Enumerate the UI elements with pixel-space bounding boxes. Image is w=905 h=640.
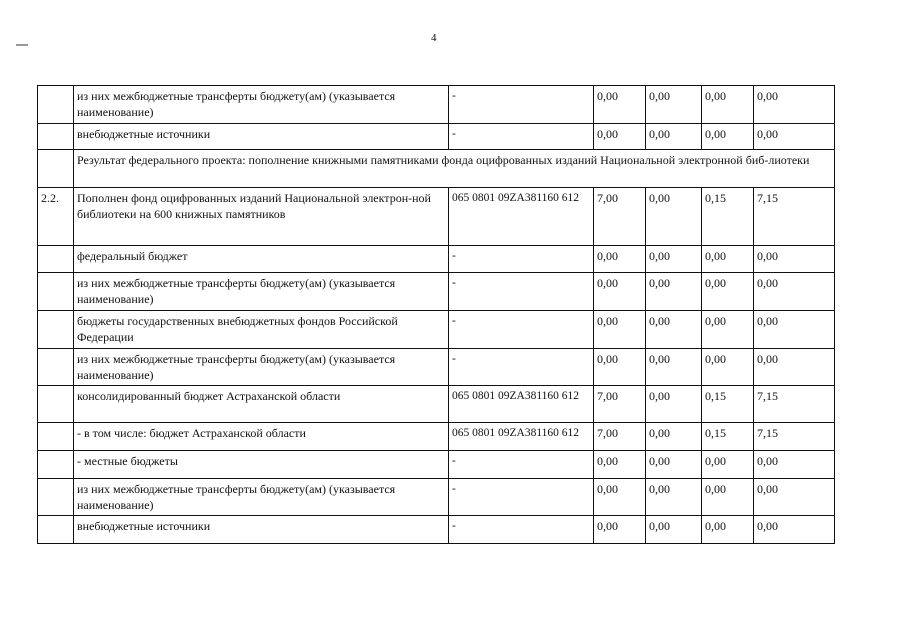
- row-value-2: 0,00: [646, 86, 702, 124]
- row-code: 065 0801 09ZA381160 612: [449, 423, 594, 451]
- row-number: [38, 423, 74, 451]
- row-value-4: 0,00: [754, 516, 835, 544]
- row-value-3: 0,00: [702, 479, 754, 516]
- row-value-1: 0,00: [594, 86, 646, 124]
- row-value-4: 7,15: [754, 188, 835, 246]
- row-code: -: [449, 479, 594, 516]
- row-value-4: 0,00: [754, 124, 835, 150]
- row-value-2: 0,00: [646, 479, 702, 516]
- table-row: [38, 451, 835, 479]
- row-value-4: 0,00: [754, 311, 835, 349]
- table-row: [38, 246, 835, 273]
- row-number: [38, 479, 74, 516]
- row-name: внебюджетные источники: [74, 124, 449, 150]
- row-value-3: 0,00: [702, 311, 754, 349]
- row-code: -: [449, 451, 594, 479]
- row-value-4: 0,00: [754, 349, 835, 386]
- row-value-1: 0,00: [594, 311, 646, 349]
- row-code: -: [449, 273, 594, 311]
- budget-table: [37, 85, 835, 544]
- row-name: бюджеты государственных внебюджетных фондов Российской Федерации: [74, 311, 449, 349]
- row-value-3: 0,00: [702, 124, 754, 150]
- row-value-4: 7,15: [754, 386, 835, 423]
- row-number: [38, 386, 74, 423]
- row-code: -: [449, 246, 594, 273]
- row-value-4: 7,15: [754, 423, 835, 451]
- row-number: [38, 246, 74, 273]
- row-number: [38, 273, 74, 311]
- row-value-2: 0,00: [646, 349, 702, 386]
- row-value-1: 0,00: [594, 246, 646, 273]
- table-row: [38, 311, 835, 349]
- row-name: Пополнен фонд оцифрованных изданий Национальной электрон-ной библиотеки на 600 книжных памятников: [74, 188, 449, 246]
- row-value-1: 7,00: [594, 188, 646, 246]
- row-code: -: [449, 86, 594, 124]
- row-value-4: 0,00: [754, 246, 835, 273]
- page-number: 4: [431, 32, 437, 44]
- row-value-1: 0,00: [594, 124, 646, 150]
- row-value-1: 0,00: [594, 273, 646, 311]
- row-name: - в том числе: бюджет Астраханской области: [74, 423, 449, 451]
- row-code: -: [449, 349, 594, 386]
- row-value-4: 0,00: [754, 86, 835, 124]
- row-value-2: 0,00: [646, 423, 702, 451]
- row-number: [38, 86, 74, 124]
- row-value-3: 0,00: [702, 451, 754, 479]
- row-name: внебюджетные источники: [74, 516, 449, 544]
- row-value-2: 0,00: [646, 246, 702, 273]
- row-number: [38, 311, 74, 349]
- row-value-1: 0,00: [594, 349, 646, 386]
- table-row: [38, 516, 835, 544]
- row-value-1: 0,00: [594, 451, 646, 479]
- row-code: 065 0801 09ZA381160 612: [449, 188, 594, 246]
- row-value-2: 0,00: [646, 188, 702, 246]
- row-name: из них межбюджетные трансферты бюджету(ам) (указывается наименование): [74, 349, 449, 386]
- table-row: [38, 188, 835, 246]
- row-value-3: 0,15: [702, 386, 754, 423]
- table-row: [38, 349, 835, 386]
- row-value-2: 0,00: [646, 451, 702, 479]
- row-code: -: [449, 311, 594, 349]
- table-row: [38, 273, 835, 311]
- row-name: консолидированный бюджет Астраханской области: [74, 386, 449, 423]
- row-value-3: 0,00: [702, 349, 754, 386]
- row-value-2: 0,00: [646, 273, 702, 311]
- row-name: из них межбюджетные трансферты бюджету(ам) (указывается наименование): [74, 273, 449, 311]
- row-value-4: 0,00: [754, 451, 835, 479]
- row-code: -: [449, 124, 594, 150]
- row-value-4: 0,00: [754, 479, 835, 516]
- margin-mark: [16, 44, 28, 46]
- row-value-3: 0,00: [702, 273, 754, 311]
- table-row: [38, 479, 835, 516]
- row-value-1: 0,00: [594, 479, 646, 516]
- table-row: [38, 386, 835, 423]
- row-name: - местные бюджеты: [74, 451, 449, 479]
- table-row: [38, 124, 835, 150]
- row-value-3: 0,00: [702, 516, 754, 544]
- table-row: [38, 150, 835, 188]
- row-number: [38, 349, 74, 386]
- row-value-1: 7,00: [594, 386, 646, 423]
- row-value-3: 0,00: [702, 246, 754, 273]
- row-name: из них межбюджетные трансферты бюджету(ам) (указывается наименование): [74, 479, 449, 516]
- row-number: [38, 451, 74, 479]
- row-code: -: [449, 516, 594, 544]
- row-value-2: 0,00: [646, 516, 702, 544]
- row-value-3: 0,15: [702, 188, 754, 246]
- row-value-4: 0,00: [754, 273, 835, 311]
- row-value-1: 0,00: [594, 516, 646, 544]
- row-value-2: 0,00: [646, 311, 702, 349]
- row-name: из них межбюджетные трансферты бюджету(ам) (указывается наименование): [74, 86, 449, 124]
- federal-project-result: Результат федерального проекта: пополнение книжными памятниками фонда оцифрованных изданий Национальной электронной биб-лиотеки: [74, 150, 835, 188]
- row-value-2: 0,00: [646, 124, 702, 150]
- row-value-1: 7,00: [594, 423, 646, 451]
- row-number: [38, 124, 74, 150]
- table-row: [38, 423, 835, 451]
- row-number: [38, 516, 74, 544]
- row-code: 065 0801 09ZA381160 612: [449, 386, 594, 423]
- row-name: федеральный бюджет: [74, 246, 449, 273]
- row-number: [38, 150, 74, 188]
- row-number: 2.2.: [38, 188, 74, 246]
- row-value-2: 0,00: [646, 386, 702, 423]
- table-row: [38, 86, 835, 124]
- row-value-3: 0,15: [702, 423, 754, 451]
- row-value-3: 0,00: [702, 86, 754, 124]
